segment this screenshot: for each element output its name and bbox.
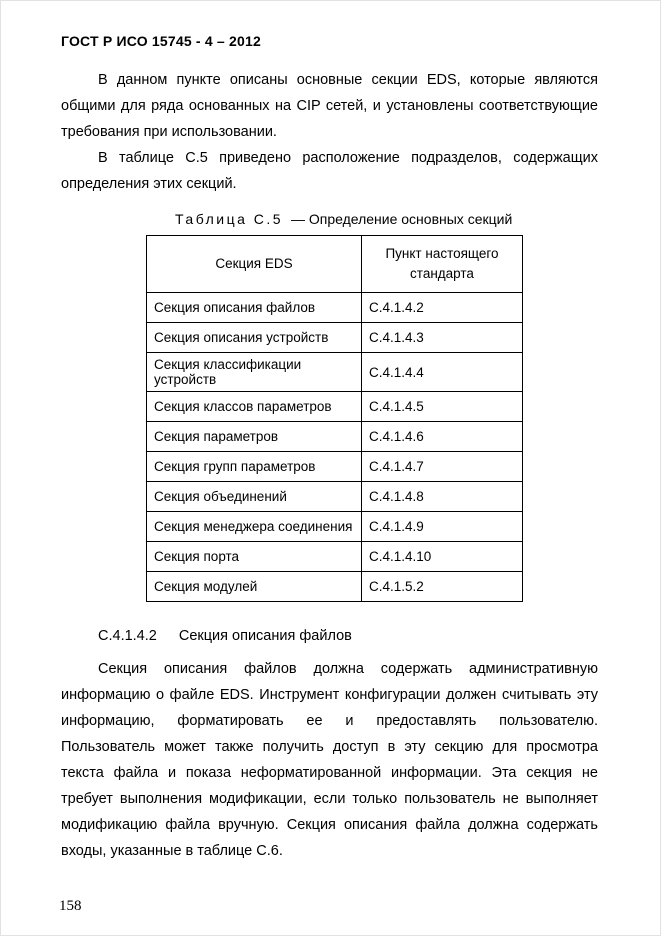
table-col-header-section: Секция EDS <box>147 236 362 293</box>
table-caption-text: — Определение основных секций <box>290 211 513 227</box>
section-cell: Секция порта <box>147 542 362 572</box>
page-content <box>1 1 660 864</box>
table-row <box>147 482 523 512</box>
clause-cell: С.4.1.4.7 <box>362 452 523 482</box>
table-row <box>147 323 523 353</box>
document-title: ГОСТ Р ИСО 15745 - 4 – 2012 <box>61 33 261 49</box>
section-cell: Секция объединений <box>147 482 362 512</box>
clause-cell: С.4.1.4.9 <box>362 512 523 542</box>
table-row <box>147 422 523 452</box>
section-cell: Секция классификации устройств <box>147 353 362 392</box>
table-row <box>147 392 523 422</box>
section-cell: Секция модулей <box>147 572 362 602</box>
table-row <box>147 353 523 392</box>
section-cell: Секция описания файлов <box>147 293 362 323</box>
table-row <box>147 293 523 323</box>
clause-cell: С.4.1.4.8 <box>362 482 523 512</box>
table-row <box>147 512 523 542</box>
table-row <box>147 452 523 482</box>
clause-cell: С.4.1.5.2 <box>362 572 523 602</box>
table-caption-label: Таблица С.5 <box>175 211 284 227</box>
section-cell: Секция параметров <box>147 422 362 452</box>
intro-paragraph-1: В данном пункте описаны основные секции EDS, которые являются общими для ряда основанных на CIP сетей, и установлены соответствующие требования при использовании. <box>61 72 598 140</box>
table-row <box>147 542 523 572</box>
page-number: 158 <box>59 898 82 914</box>
sections-table <box>146 235 523 602</box>
clause-cell: С.4.1.4.5 <box>362 392 523 422</box>
clause-cell: С.4.1.4.10 <box>362 542 523 572</box>
clause-cell: С.4.1.4.6 <box>362 422 523 452</box>
table-caption <box>175 211 598 227</box>
subsection-title: Секция описания файлов <box>178 628 352 644</box>
subsection-heading <box>61 628 598 644</box>
table-row <box>147 572 523 602</box>
intro-paragraph-2: В таблице С.5 приведено расположение подразделов, содержащих определения этих секций. <box>61 150 598 192</box>
section-cell: Секция групп параметров <box>147 452 362 482</box>
subsection-body-paragraph: Секция описания файлов должна содержать административную информацию о файле EDS. Инструмент конфигурации должен считывать эту информацию, форматировать ее и предоставлять пользователю. Пользователь может также получить доступ в эту секцию для просмотра текста файла и показа неформатированной информации. Эта секция не требует выполнения модификации, если только пользователь не выполняет модификацию файла вручную. Секция описания файла должна содержать входы, указанные в таблице С.6. <box>61 661 598 859</box>
section-cell: Секция менеджера соединения <box>147 512 362 542</box>
section-cell: Секция описания устройств <box>147 323 362 353</box>
subsection-number: С.4.1.4.2 <box>98 628 157 644</box>
section-cell: Секция классов параметров <box>147 392 362 422</box>
table-header-row <box>147 236 523 293</box>
clause-cell: С.4.1.4.2 <box>362 293 523 323</box>
clause-cell: С.4.1.4.4 <box>362 353 523 392</box>
table-col-header-clause: Пункт настоящего стандарта <box>362 236 523 293</box>
clause-cell: С.4.1.4.3 <box>362 323 523 353</box>
